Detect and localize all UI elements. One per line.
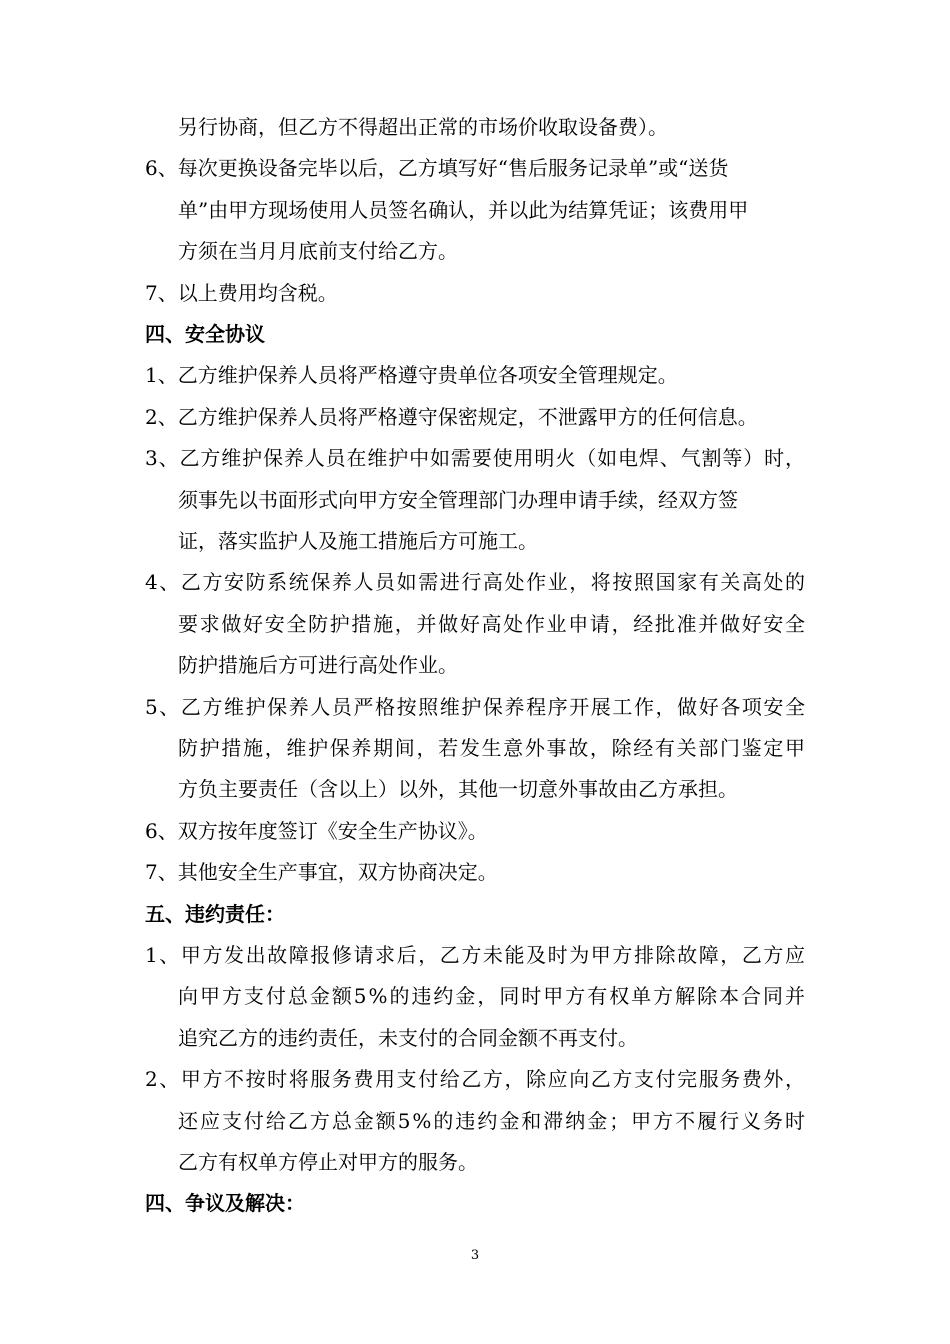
line-text: 要求做好安全防护措施，并做好高处作业申请，经批准并做好安全	[178, 611, 807, 636]
line-text: 5、乙方维护保养人员严格按照维护保养程序开展工作，做好各项安全	[145, 694, 807, 719]
text-line	[0, 486, 950, 514]
line-text: 3、乙方维护保养人员在维护中如需要使用明火（如电焊、气割等）时，	[145, 446, 806, 471]
text-line	[0, 817, 950, 845]
line-text: 五、违约责任：	[145, 901, 285, 926]
line-text: 乙方有权单方停止对甲方的服务。	[178, 1150, 478, 1174]
line-text: 2、乙方维护保养人员将严格遵守保密规定，不泄露甲方的任何信息。	[145, 404, 758, 429]
line-text: 还应支付给乙方总金额5%的违约金和滞纳金；甲方不履行义务时	[178, 1108, 807, 1133]
text-line	[0, 568, 950, 596]
text-line	[0, 941, 950, 969]
text-line	[0, 982, 950, 1010]
text-line	[0, 1065, 950, 1093]
line-text: 防护措施后方可进行高处作业。	[178, 653, 458, 678]
section-heading	[0, 900, 950, 928]
text-line	[0, 444, 950, 472]
text-line	[0, 279, 950, 307]
line-text: 7、以上费用均含税。	[145, 280, 338, 305]
text-line	[0, 113, 950, 141]
line-text: 证，落实监护人及施工措施后方可施工。	[178, 529, 538, 553]
line-text: 1、甲方发出故障报修请求后，乙方未能及时为甲方排除故障，乙方应	[145, 943, 807, 967]
line-text: 防护措施，维护保养期间，若发生意外事故，除经有关部门鉴定甲	[178, 736, 807, 760]
text-line	[0, 734, 950, 762]
line-text: 方须在当月月底前支付给乙方。	[178, 239, 458, 264]
text-line	[0, 858, 950, 886]
line-text: 四、安全协议	[145, 322, 265, 346]
text-line	[0, 196, 950, 224]
line-text: 方负主要责任（含以上）以外，其他一切意外事故由乙方承担。	[178, 777, 738, 802]
text-line	[0, 775, 950, 803]
text-line	[0, 361, 950, 389]
text-line	[0, 403, 950, 431]
text-line	[0, 693, 950, 721]
line-text: 4、乙方安防系统保养人员如需进行高处作业，将按照国家有关高处的	[145, 570, 807, 595]
section-heading	[0, 1189, 950, 1217]
line-text: 四、争议及解决：	[145, 1191, 305, 1216]
line-text: 7、其他安全生产事宜，双方协商决定。	[145, 860, 498, 885]
line-text: 1、乙方维护保养人员将严格遵守贵单位各项安全管理规定。	[145, 363, 678, 388]
text-line	[0, 527, 950, 555]
section-heading	[0, 320, 950, 348]
line-text: 向甲方支付总金额5%的违约金，同时甲方有权单方解除本合同并	[178, 984, 807, 1009]
text-line	[0, 1107, 950, 1135]
page-number: 3	[470, 1248, 480, 1263]
text-line	[0, 610, 950, 638]
line-text: 单”由甲方现场使用人员签名确认，并以此为结算凭证；该费用甲	[178, 197, 749, 222]
line-text: 6、双方按年度签订《安全生产协议》。	[145, 818, 488, 843]
text-line	[0, 651, 950, 679]
line-text: 追究乙方的违约责任，未支付的合同金额不再支付。	[178, 1025, 638, 1050]
line-text: 另行协商，但乙方不得超出正常的市场价收取设备费）。	[178, 115, 668, 139]
text-line	[0, 154, 950, 182]
text-line	[0, 237, 950, 265]
line-text: 2、甲方不按时将服务费用支付给乙方，除应向乙方支付完服务费外，	[145, 1067, 807, 1092]
text-line	[0, 1024, 950, 1052]
line-text: 须事先以书面形式向甲方安全管理部门办理申请手续，经双方签	[178, 487, 738, 512]
line-text: 6、每次更换设备完毕以后，乙方填写好“售后服务记录单”或“送货	[145, 156, 729, 181]
text-line	[0, 1148, 950, 1176]
